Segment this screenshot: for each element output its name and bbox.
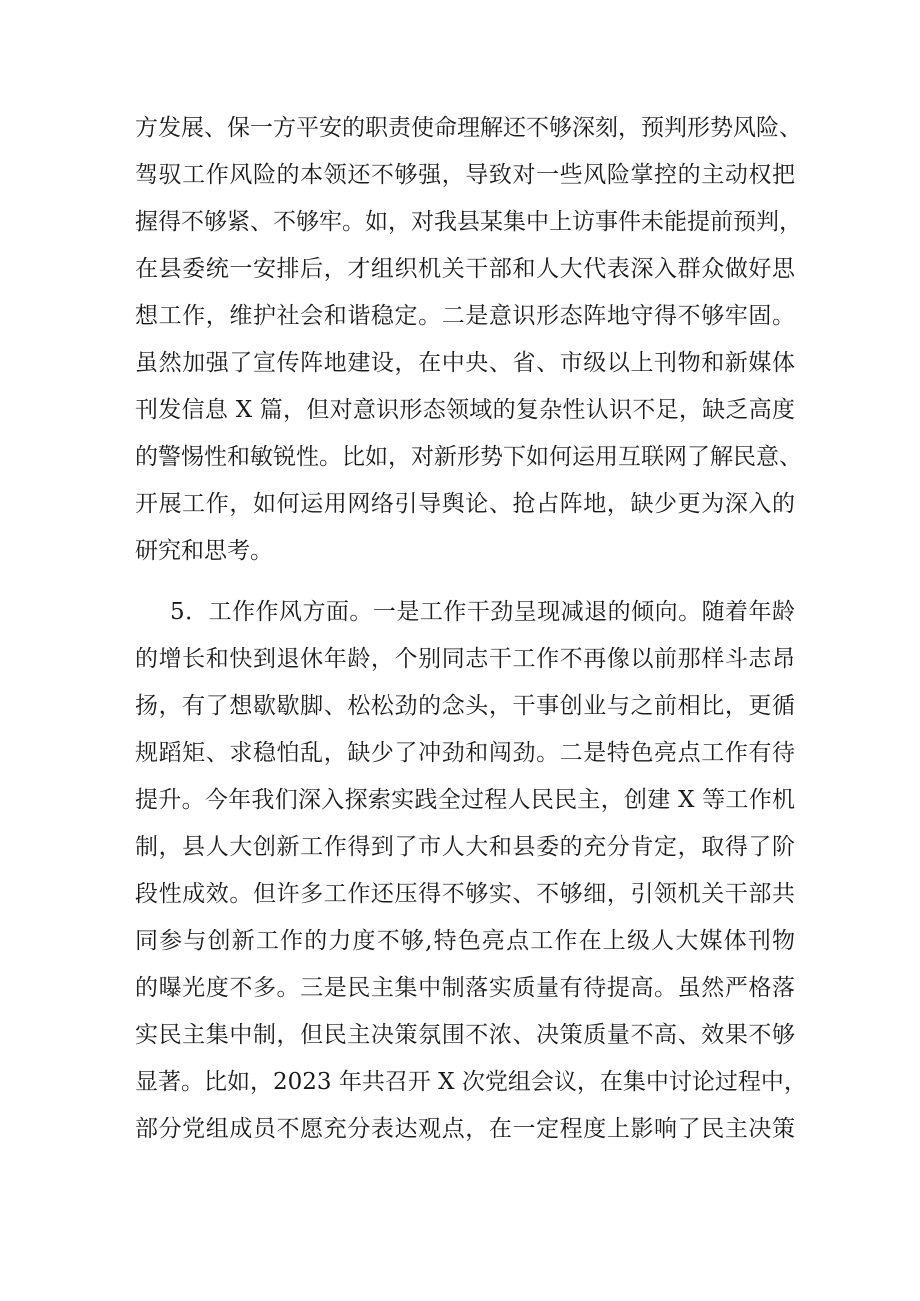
text-line: 开展工作，如何运用网络引导舆论、抢占阵地，缺少更为深入的 — [135, 491, 795, 517]
text-line: 部分党组成员不愿充分表达观点，在一定程度上影响了民主决策 — [135, 1116, 795, 1142]
text-line: 制，县人大创新工作得到了市人大和县委的充分肯定，取得了阶 — [135, 834, 795, 860]
text-line: 虽然加强了宣传阵地建设，在中央、省、市级以上刊物和新媒体 — [135, 350, 795, 376]
text-line: 的警惕性和敏锐性。比如，对新形势下如何运用互联网了解民意、 — [135, 444, 802, 470]
text-line: 同参与创新工作的力度不够,特色亮点工作在上级人大媒体刊物 — [135, 928, 795, 954]
text-line: 驾驭工作风险的本领还不够强，导致对一些风险掌控的主动权把 — [135, 162, 795, 188]
text-line: 刊发信息 X 篇，但对意识形态领域的复杂性认识不足，缺乏高度 — [135, 397, 795, 423]
text-line: 显著。比如，2023 年共召开 X 次党组会议，在集中讨论过程中， — [135, 1069, 807, 1095]
section-heading-line: 5．工作作风方面。一是工作干劲呈现减退的倾向。随着年龄 — [170, 599, 795, 625]
text-line: 提升。今年我们深入探索实践全过程人民民主，创建 X 等工作机 — [135, 787, 795, 813]
text-line: 的增长和快到退休年龄，个别同志干工作不再像以前那样斗志昂 — [135, 646, 795, 672]
text-line: 研究和思考。 — [135, 538, 273, 564]
text-line: 方发展、保一方平安的职责使命理解还不够深刻，预判形势风险、 — [135, 115, 802, 141]
text-line: 实民主集中制，但民主决策氛围不浓、决策质量不高、效果不够 — [135, 1022, 795, 1048]
text-line: 握得不够紧、不够牢。如，对我县某集中上访事件未能提前预判， — [135, 209, 802, 235]
text-line: 段性成效。但许多工作还压得不够实、不够细，引领机关干部共 — [135, 881, 795, 907]
text-line: 在县委统一安排后，才组织机关干部和人大代表深入群众做好思 — [135, 256, 795, 282]
text-line: 规蹈矩、求稳怕乱，缺少了冲劲和闯劲。二是特色亮点工作有待 — [135, 740, 795, 766]
text-line: 的曝光度不多。三是民主集中制落实质量有待提高。虽然严格落 — [135, 975, 795, 1001]
text-line: 想工作，维护社会和谐稳定。二是意识形态阵地守得不够牢固。 — [135, 303, 795, 329]
text-line: 扬，有了想歇歇脚、松松劲的念头，干事创业与之前相比，更循 — [135, 693, 795, 719]
